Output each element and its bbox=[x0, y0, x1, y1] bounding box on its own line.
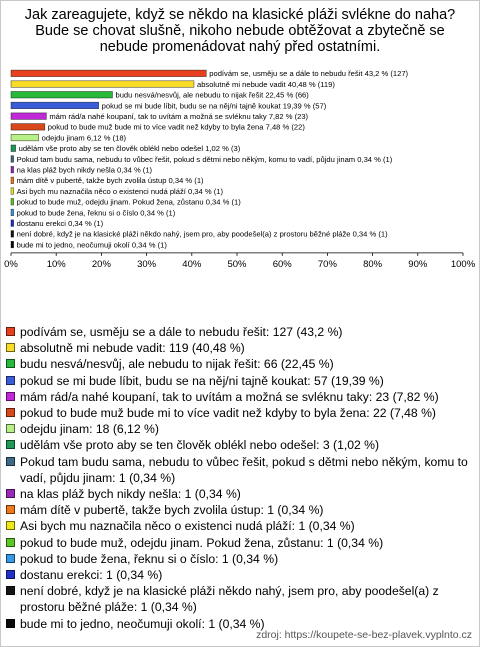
legend-swatch bbox=[6, 505, 15, 514]
bar bbox=[11, 209, 14, 216]
bar bbox=[11, 102, 99, 109]
chart-title-line-1: Jak zareagujete, když se někdo na klasické pláži svlékne do naha? bbox=[24, 7, 456, 23]
legend-item bbox=[6, 583, 472, 615]
x-tick-label: 70% bbox=[317, 258, 337, 270]
legend-label: budu nesvá/nesvůj, ale nebudu to nijak řešit: 66 (22,45 %) bbox=[20, 357, 334, 372]
bar-group bbox=[11, 187, 223, 196]
x-tick-label: 20% bbox=[91, 258, 111, 270]
x-tick-label: 0% bbox=[4, 258, 18, 270]
legend-label: pokud to bude muž, odejdu jinam. Pokud žena, zůstanu: 1 (0,34 %) bbox=[20, 535, 384, 550]
legend-swatch bbox=[6, 440, 15, 449]
bar bbox=[11, 92, 112, 99]
bar-label: Pokud tam budu sama, nebudu to vůbec řešit, pokud s dětmi nebo někým, komu to vadí, půjdu jinam 0,34 % (1) bbox=[16, 154, 393, 164]
bar-label: bude mi to jedno, neočumuji okolí 0,34 % (1) bbox=[16, 240, 167, 250]
legend-label: mám rád/a nahé koupaní, tak to uvítám a možná se svléknu taky: 23 (7,82 %) bbox=[20, 389, 439, 404]
legend-item bbox=[6, 486, 472, 502]
x-tick-label: 10% bbox=[46, 258, 66, 270]
bar-group bbox=[11, 112, 309, 121]
bar-label: Asi bych mu naznačila něco o existenci nudá pláží 0,34 % (1) bbox=[16, 186, 224, 196]
x-tick-label: 80% bbox=[363, 258, 383, 270]
bar-group bbox=[11, 198, 241, 207]
legend-label: pokud se mi bude líbit, budu se na něj/ni tajně koukat: 57 (19,39 %) bbox=[20, 373, 384, 388]
legend-swatch bbox=[6, 424, 15, 433]
bar-label: udělám vše proto aby se ten člověk oblékl nebo odešel 1,02 % (3) bbox=[18, 144, 241, 154]
legend-label: mám dítě v pubertě, takže bych zvolila ústup: 1 (0,34 %) bbox=[20, 503, 324, 518]
bar-label: mám dítě v pubertě, takže bych zvolila ústup 0,34 % (1) bbox=[16, 176, 204, 186]
bar bbox=[11, 81, 194, 88]
legend-item bbox=[6, 324, 472, 340]
legend-label: odejdu jinam: 18 (6,12 %) bbox=[20, 422, 159, 437]
bar-group bbox=[11, 176, 204, 185]
legend-swatch bbox=[6, 538, 15, 547]
legend-label: není dobré, když je na klasické pláži někdo nahý, jsem pro, aby poodešel(a) z prostoru běžné pláže: 1 (0,34 %) bbox=[20, 584, 439, 615]
legend-item bbox=[6, 518, 472, 534]
bar bbox=[11, 124, 45, 131]
x-tick-label: 50% bbox=[227, 258, 247, 270]
chart-legend bbox=[6, 324, 472, 632]
legend-item bbox=[6, 389, 472, 405]
legend-swatch bbox=[6, 489, 15, 498]
legend-label: pokud to bude muž bude mi to více vadit než kdyby to byla žena: 22 (7,48 %) bbox=[20, 406, 436, 421]
bar-label: dostanu erekci 0,34 % (1) bbox=[16, 218, 104, 228]
legend-swatch bbox=[6, 359, 15, 368]
bar bbox=[11, 220, 14, 227]
legend-swatch bbox=[6, 570, 15, 579]
legend-label: absolutně mi nebude vadit: 119 (40,48 %) bbox=[20, 341, 245, 356]
chart-title-line-3: nebude promenádovat nahý před ostatními. bbox=[99, 39, 381, 55]
legend-label: udělám vše proto aby se ten člověk oblékl nebo odešel: 3 (1,02 %) bbox=[20, 438, 380, 453]
legend-swatch bbox=[6, 521, 15, 530]
bar bbox=[11, 199, 14, 206]
x-tick-label: 60% bbox=[272, 258, 292, 270]
legend-item bbox=[6, 454, 472, 486]
legend-item bbox=[6, 356, 472, 372]
legend-swatch bbox=[6, 392, 15, 401]
legend-label: podívám se, usměju se a dále to nebudu řešit: 127 (43,2 %) bbox=[20, 325, 343, 339]
legend-label: dostanu erekci: 1 (0,34 %) bbox=[20, 568, 163, 583]
bar-label: na klas pláž bych nikdy nešla 0,34 % (1) bbox=[16, 165, 153, 175]
bar bbox=[11, 156, 14, 163]
x-tick-label: 40% bbox=[182, 258, 202, 270]
legend-item bbox=[6, 502, 472, 518]
bar-group bbox=[11, 208, 176, 217]
bar-group bbox=[11, 219, 104, 228]
legend-item bbox=[6, 551, 472, 567]
bar-group bbox=[11, 155, 393, 164]
legend-swatch bbox=[6, 457, 15, 466]
legend-label: Pokud tam budu sama, nebudu to vůbec řešit, pokud s dětmi nebo někým, komu to vadí, půjdu jinam: 1 (0,34 %) bbox=[20, 454, 468, 485]
legend-label: bude mi to jedno, neočumuji okolí: 1 (0,34 %) bbox=[20, 616, 265, 631]
bar-group bbox=[11, 101, 327, 110]
x-tick-label: 90% bbox=[408, 258, 428, 270]
bar-group bbox=[11, 230, 388, 239]
bar bbox=[11, 166, 14, 173]
legend-label: na klas pláž bych nikdy nešla: 1 (0,34 %) bbox=[20, 487, 241, 502]
legend-label: pokud to bude žena, řeknu si o číslo: 1 (0,34 %) bbox=[20, 551, 279, 566]
bar bbox=[11, 231, 14, 238]
chart-title-line-2: Bude se chovat slušně, nikoho nebude obtěžovat a zbytečně se bbox=[35, 23, 445, 39]
bar-label: podívám se, usměju se a dále to nebudu řešit 43,2 % (127) bbox=[209, 69, 409, 79]
legend-item bbox=[6, 405, 472, 421]
bar-label: není dobré, když je na klasické pláži někdo nahý, jsem pro, aby poodešel(a) z prostoru běžné pláže 0,34 % (1) bbox=[16, 229, 388, 239]
bar-group bbox=[11, 133, 127, 142]
bar-label: pokud to bude žena, řeknu si o číslo 0,34 % (1) bbox=[16, 208, 176, 218]
bar-group bbox=[11, 240, 167, 249]
bar bbox=[11, 241, 14, 248]
legend-swatch bbox=[6, 586, 15, 595]
bar-group bbox=[11, 80, 335, 89]
legend-swatch bbox=[6, 408, 15, 417]
bar bbox=[11, 113, 46, 120]
bar-group bbox=[11, 91, 309, 100]
bar-group bbox=[11, 144, 241, 153]
legend-item bbox=[6, 421, 472, 437]
bar-label: odejdu jinam 6,12 % (18) bbox=[41, 133, 127, 143]
source-note: zdroj: https://koupete-se-bez-plavek.vyplnto.cz bbox=[256, 629, 472, 641]
bar-label: pokud se mi bude líbit, budu se na něj/ni tajně koukat 19,39 % (57) bbox=[101, 101, 327, 111]
legend-item bbox=[6, 340, 472, 356]
bar-label: budu nesvá/nesvůj, ale nebudu to nijak řešit 22,45 % (66) bbox=[115, 90, 309, 100]
bar bbox=[11, 188, 14, 195]
legend-swatch bbox=[6, 619, 15, 628]
bar bbox=[11, 70, 206, 77]
bar-group bbox=[11, 69, 409, 78]
x-tick-label: 30% bbox=[137, 258, 157, 270]
legend-item bbox=[6, 373, 472, 389]
bar-group bbox=[11, 123, 305, 132]
x-tick-label: 100% bbox=[450, 258, 476, 270]
legend-label: Asi bych mu naznačila něco o existenci nudá pláží: 1 (0,34 %) bbox=[20, 519, 355, 534]
bar bbox=[11, 134, 39, 141]
bar-label: pokud to bude muž bude mi to více vadit než kdyby to byla žena 7,48 % (22) bbox=[47, 122, 305, 132]
bar-label: mám rád/a nahé koupaní, tak to uvítám a možná se svléknu taky 7,82 % (23) bbox=[49, 111, 309, 121]
legend-swatch bbox=[6, 554, 15, 563]
bar-label: pokud to bude muž, odejdu jinam. Pokud žena, zůstanu 0,34 % (1) bbox=[16, 197, 241, 207]
legend-item bbox=[6, 567, 472, 583]
legend-swatch bbox=[6, 327, 15, 336]
bar-label: absolutně mi nebude vadit 40,48 % (119) bbox=[196, 79, 335, 89]
bar bbox=[11, 145, 16, 152]
legend-item bbox=[6, 437, 472, 453]
bar bbox=[11, 177, 14, 184]
legend-item bbox=[6, 535, 472, 551]
bar-chart bbox=[1, 1, 479, 321]
legend-swatch bbox=[6, 343, 15, 352]
bar-group bbox=[11, 165, 153, 174]
legend-swatch bbox=[6, 376, 15, 385]
